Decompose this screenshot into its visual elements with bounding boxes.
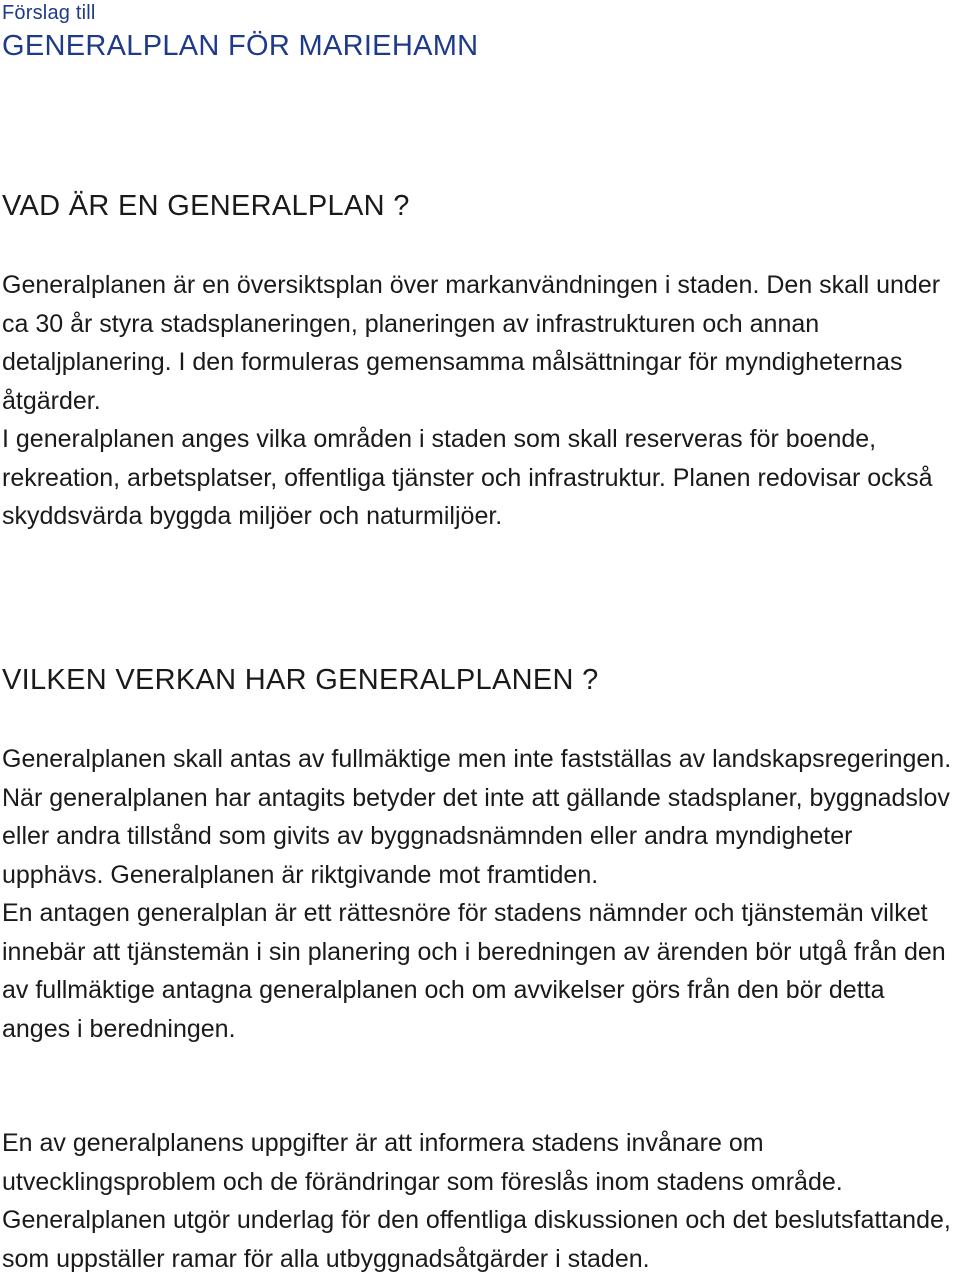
paragraph: Generalplanen är en översiktsplan över markanvändningen i staden. Den skall under ca 30 år styra stadsplaneringen, planeringen av infrastrukturen och annan detaljplanering. I den formuleras gemensamma målsättningar för myndigheternas åtgärder. (2, 271, 941, 415)
paragraph: Generalplanen skall antas av fullmäktige men inte fastställas av landskapsregeringen. (2, 745, 952, 773)
paragraph: En av generalplanens uppgifter är att informera stadens invånare om utvecklingsproblem och de förändringar som föreslås inom stadens område. Generalplanen utgör underlag för den offentliga diskussionen och det beslutsfattande, som uppställer ramar för alla utbyggnadsåtgärder i staden. (2, 1129, 951, 1273)
section-effect-body (2, 740, 958, 1048)
section-what-is-body (2, 266, 958, 536)
section-heading-effect: VILKEN VERKAN HAR GENERALPLANEN ? (2, 664, 599, 696)
document-title: GENERALPLAN FÖR MARIEHAMN (2, 30, 479, 62)
paragraph: I generalplanen anges vilka områden i staden som skall reserveras för boende, rekreation, arbetsplatser, offentliga tjänster och infrastruktur. Planen redovisar också skyddsvärda byggda miljöer och naturmiljöer. (2, 425, 933, 530)
paragraph: När generalplanen har antagits betyder det inte att gällande stadsplaner, byggnadslov eller andra tillstånd som givits av byggnadsnämnden eller andra myndigheter upphävs. Generalplanen är riktgivande mot framtiden. (2, 783, 950, 889)
paragraph: En antagen generalplan är ett rättesnöre för stadens nämnder och tjänstemän vilket innebär att tjänstemän i sin planering och i beredningen av ärenden bör utgå från den av fullmäktige antagna generalplanen och om avvikelser görs från den bör detta anges i beredningen. (2, 899, 946, 1043)
section-effect-closing (2, 1124, 958, 1278)
section-heading-what-is: VAD ÄR EN GENERALPLAN ? (2, 190, 410, 222)
document-subtitle: Förslag till (2, 2, 96, 24)
